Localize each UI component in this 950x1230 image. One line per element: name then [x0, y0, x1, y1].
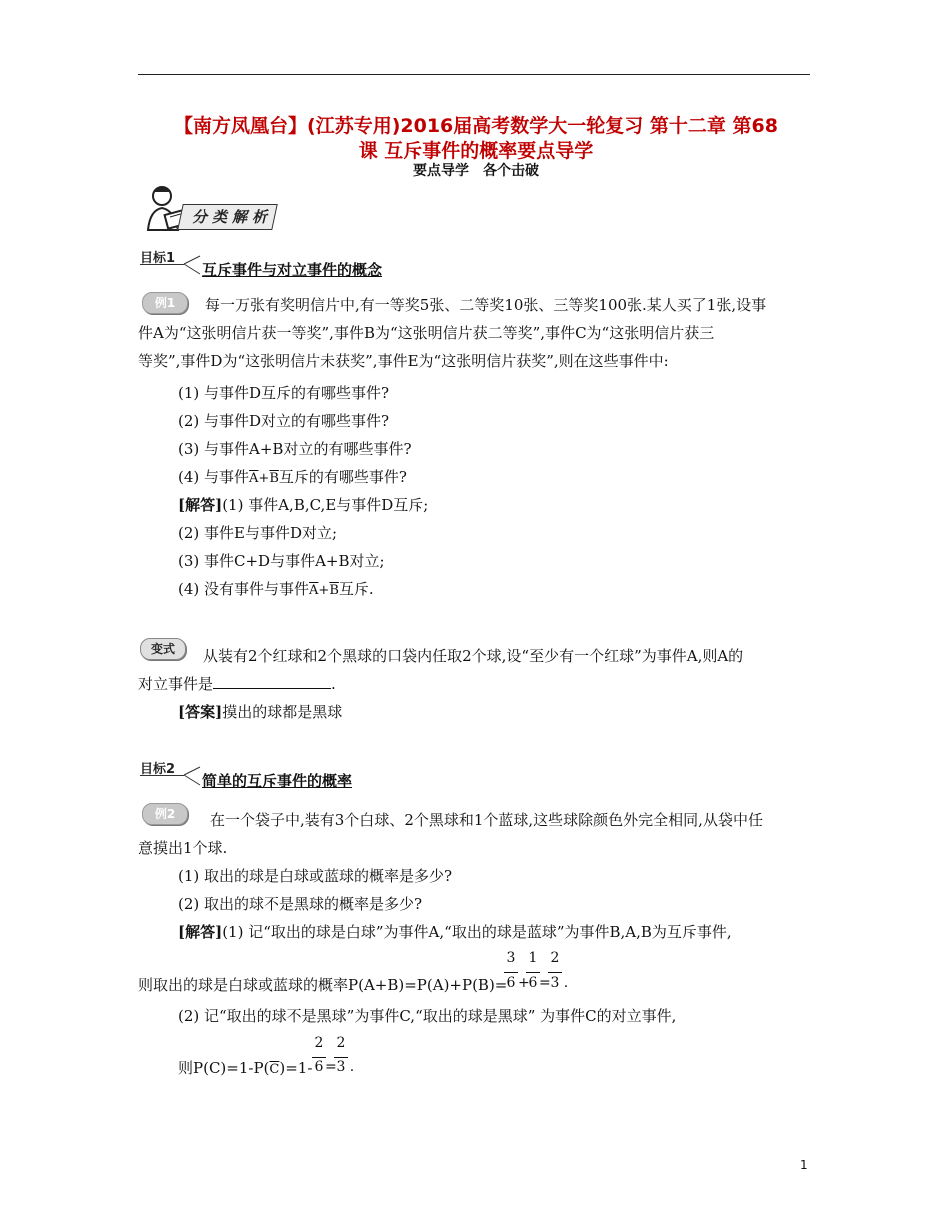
example-1-line-2: 件A为“这张明信片获一等奖”,事件B为“这张明信片获二等奖”,事件C为“这张明信片获三: [138, 324, 715, 342]
question-4-prefix: (4) 与事件: [178, 468, 250, 486]
example-1-badge: 例1: [142, 292, 188, 314]
solution-label: [解答]: [178, 923, 223, 941]
frac-2-denominator: 6: [528, 975, 538, 991]
frac-2-bar: [526, 972, 540, 973]
expr-a-bar: $\overline{A}$: [309, 583, 319, 598]
document-subtitle: 要点导学 各个击破: [413, 163, 539, 179]
expr-plus: +: [318, 583, 330, 598]
solution-2-end: .: [349, 1059, 355, 1075]
expr-plus: +: [258, 471, 270, 486]
variant-badge: 变式: [140, 638, 186, 660]
frac-5-numerator: 2: [336, 1035, 346, 1051]
question-3: (3) 与事件A+B对立的有哪些事件?: [178, 440, 412, 458]
answer-label: [答案]: [178, 703, 223, 721]
solution-1-line-2-text: 则取出的球是白球或蓝球的概率P(A+B)=P(A)+P(B)=: [138, 976, 508, 994]
page-number: 1: [800, 1158, 808, 1172]
target-1-tag: 目标1: [140, 251, 176, 266]
example-2-line-2: 意摸出1个球.: [138, 839, 228, 857]
c-complement: $\overline{C}$: [269, 1062, 280, 1077]
solution-1-text: (1) 记“取出的球是白球”为事件A,“取出的球是蓝球”为事件B,A,B为互斥事件,: [222, 923, 732, 941]
example-2-solution-1-line-2: [138, 971, 507, 999]
solution-2-line-2-pre: 则P(C)=1-P(: [178, 1059, 270, 1077]
frac-1-bar: [504, 972, 518, 973]
frac-plus: +: [518, 975, 530, 991]
variant-line-2: [138, 670, 336, 698]
question-4: [178, 463, 407, 493]
solution-4-prefix: (4) 没有事件与事件: [178, 580, 310, 598]
section-banner: [140, 184, 280, 232]
frac-5-bar: [334, 1057, 348, 1058]
target-2-heading: 简单的互斥事件的概率: [202, 772, 353, 790]
frac-1-denominator: 6: [506, 975, 516, 991]
header-rule: [138, 74, 810, 75]
example-1-line-1: 每一万张有奖明信片中,有一等奖5张、二等奖10张、三等奖100张.某人买了1张,设事: [205, 296, 767, 314]
example-2-badge: 例2: [142, 803, 188, 825]
target-2-underline: [140, 775, 184, 776]
solution-label: [解答]: [178, 496, 223, 514]
expr-a-bar: $\overline{A}$: [249, 471, 259, 486]
question-2: (2) 与事件D对立的有哪些事件?: [178, 412, 390, 430]
question-4-suffix: 互斥的有哪些事件?: [278, 468, 407, 486]
frac-3-numerator: 2: [550, 950, 560, 966]
variant-line-1: 从装有2个红球和2个黑球的口袋内任取2个球,设“至少有一个红球”为事件A,则A的: [203, 647, 744, 665]
solution-1: [178, 491, 428, 519]
answer-text: 摸出的球都是黑球: [222, 703, 343, 721]
variant-line-2-text: 对立事件是: [138, 675, 214, 693]
title-line-2: 课 互斥事件的概率要点导学: [358, 140, 594, 162]
expr-b-bar: $\overline{B}$: [329, 583, 339, 598]
solution-3: (3) 事件C+D与事件A+B对立;: [178, 552, 385, 570]
variant-line-2-end: .: [331, 675, 336, 693]
frac-equals-2: =: [325, 1059, 337, 1075]
frac-4-numerator: 2: [314, 1035, 324, 1051]
example-1-line-3: 等奖”,事件D为“这张明信片未获奖”,事件E为“这张明信片获奖”,则在这些事件中:: [138, 352, 669, 370]
expr-b-bar: $\overline{B}$: [269, 471, 279, 486]
example-2-question-1: (1) 取出的球是白球或蓝球的概率是多少?: [178, 867, 453, 885]
solution-4-suffix: 互斥.: [338, 580, 374, 598]
solution-2-line-2-mid: )=1-: [279, 1059, 313, 1077]
target-2-arrow-icon: [182, 765, 204, 787]
frac-2-numerator: 1: [528, 950, 538, 966]
target-1-underline: [140, 264, 184, 265]
title-line-1: 【南方凤凰台】(江苏专用)2016届高考数学大一轮复习 第十二章 第68: [174, 115, 778, 137]
variant-answer: [178, 698, 342, 726]
target-2-tag: 目标2: [140, 762, 176, 777]
example-2-solution-2: (2) 记“取出的球不是黑球”为事件C,“取出的球是黑球” 为事件C的对立事件,: [178, 1007, 677, 1025]
solution-1-text: (1) 事件A,B,C,E与事件D互斥;: [222, 496, 429, 514]
example-2-line-1: 在一个袋子中,装有3个白球、2个黑球和1个蓝球,这些球除颜色外完全相同,从袋中任: [210, 811, 763, 829]
solution-1-end: .: [563, 975, 569, 991]
banner-label: 分类解析: [192, 208, 273, 226]
frac-3-denominator: 3: [550, 975, 560, 991]
question-1: (1) 与事件D互斥的有哪些事件?: [178, 384, 390, 402]
frac-5-denominator: 3: [336, 1059, 346, 1075]
frac-4-bar: [312, 1057, 326, 1058]
frac-4-denominator: 6: [314, 1059, 324, 1075]
document-title: [138, 114, 814, 164]
example-2-solution-2-line-2: [178, 1054, 312, 1084]
example-2-solution-1: [178, 918, 732, 946]
frac-3-bar: [548, 972, 562, 973]
target-1-heading: 互斥事件与对立事件的概念: [202, 261, 383, 279]
example-2-question-2: (2) 取出的球不是黑球的概率是多少?: [178, 895, 423, 913]
solution-4: [178, 575, 374, 605]
solution-2: (2) 事件E与事件D对立;: [178, 524, 338, 542]
frac-1-numerator: 3: [506, 950, 516, 966]
frac-equals: =: [539, 975, 551, 991]
answer-blank: [213, 672, 331, 689]
target-1-arrow-icon: [182, 254, 204, 276]
